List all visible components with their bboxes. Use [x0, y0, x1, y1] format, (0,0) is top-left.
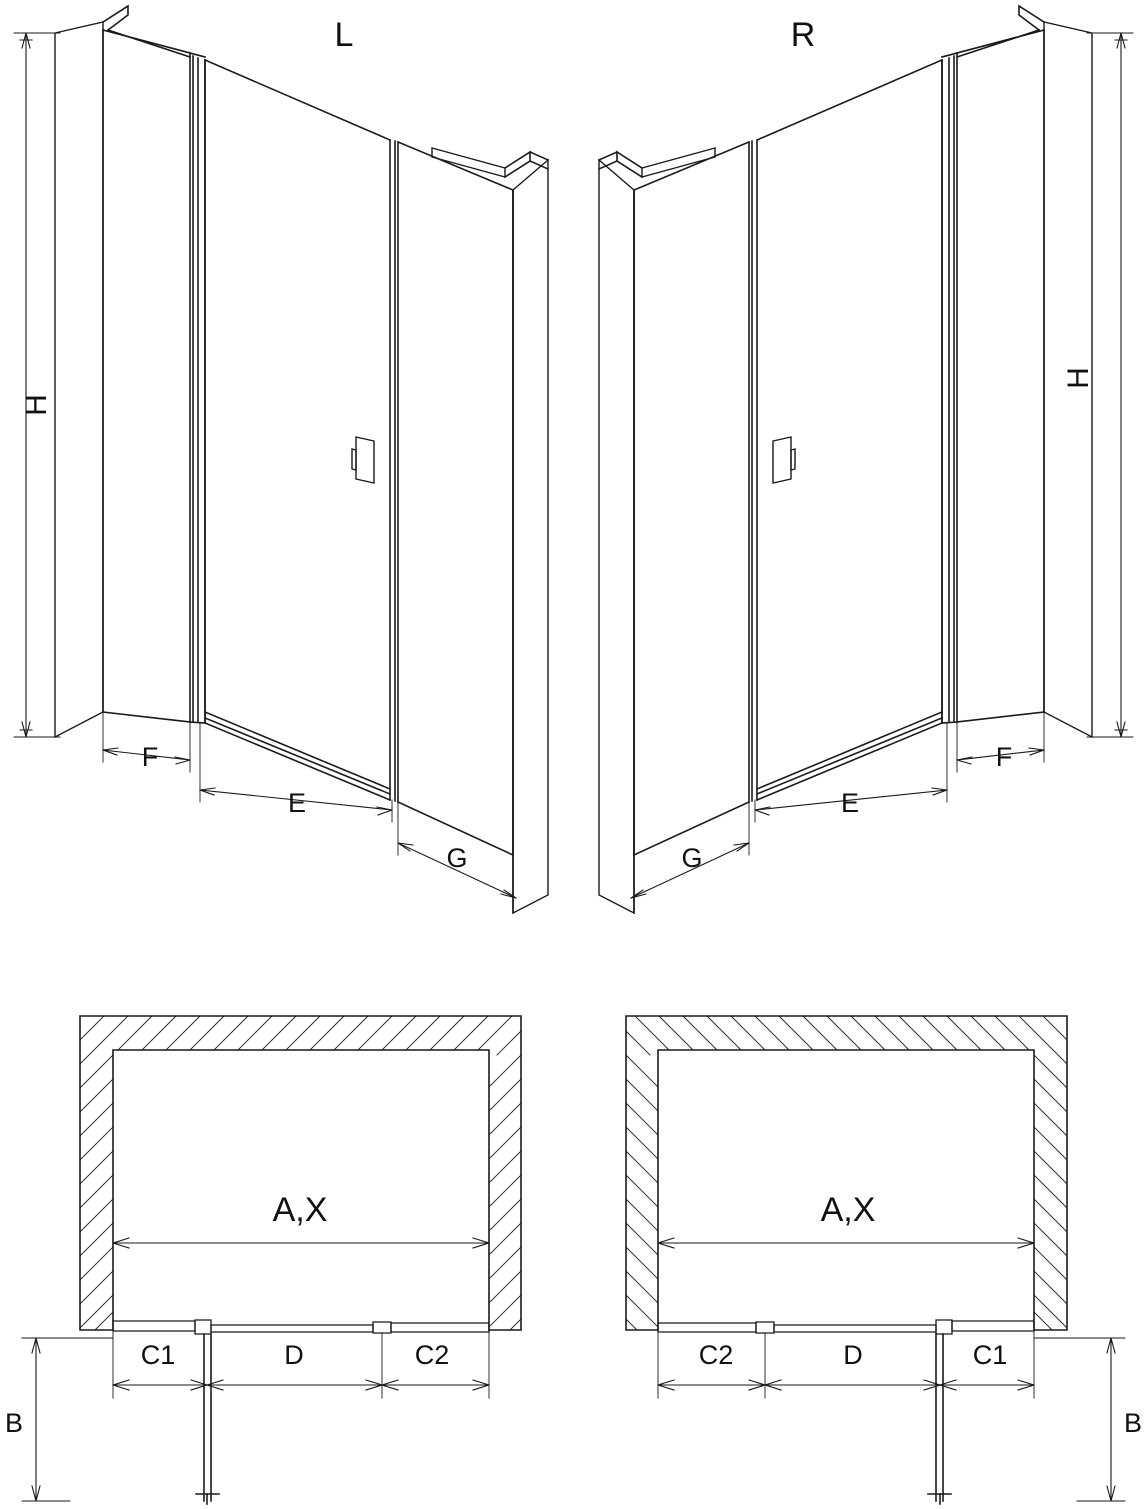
label-elev-left-g: G: [446, 843, 468, 874]
label-elev-right-f: F: [995, 742, 1013, 773]
label-elev-right-g: G: [681, 843, 703, 874]
label-elev-left-f: F: [141, 742, 159, 773]
label-variant-left: L: [334, 15, 354, 54]
label-plan-right-b: B: [1123, 1408, 1143, 1439]
label-plan-left-c1: C1: [140, 1340, 176, 1371]
label-plan-left-b: B: [4, 1408, 24, 1439]
label-plan-right-c2: C2: [698, 1340, 734, 1371]
label-plan-left-d: D: [284, 1340, 304, 1371]
label-plan-right-d: D: [843, 1340, 863, 1371]
label-elev-right-e: E: [840, 788, 860, 819]
plan-left-group: [22, 1016, 521, 1504]
label-plan-right-ax: A,X: [820, 1190, 876, 1229]
label-height-left: H: [19, 394, 53, 416]
label-elev-left-e: E: [287, 788, 307, 819]
elevation-right-group: [599, 6, 1133, 913]
plan-right-group: [626, 1016, 1125, 1504]
label-height-right: H: [1061, 367, 1095, 389]
label-plan-right-c1: C1: [972, 1340, 1008, 1371]
label-variant-right: R: [790, 15, 816, 54]
label-plan-left-ax: A,X: [272, 1190, 328, 1229]
elevation-left-group: [14, 6, 548, 913]
label-plan-left-c2: C2: [414, 1340, 450, 1371]
